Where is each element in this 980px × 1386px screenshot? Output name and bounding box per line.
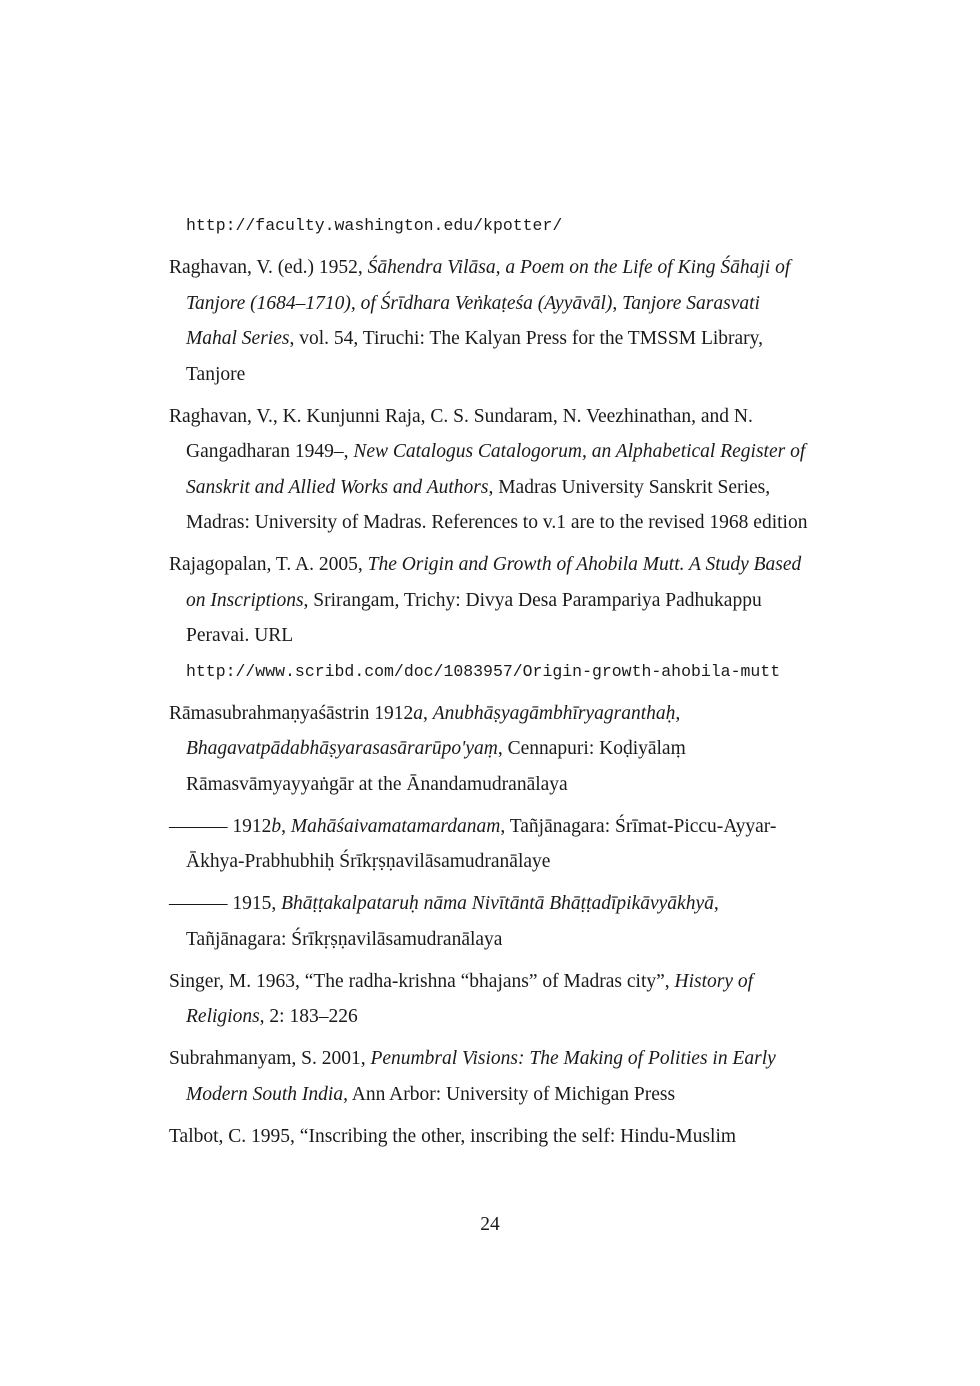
- entry-authors-year: ——— 1915,: [169, 893, 282, 914]
- entry-authors-year: Raghavan, V. (ed.) 1952,: [169, 257, 368, 278]
- entry-authors-year: Raghavan, V., K. Kunjunni Raja, C. S. Sundaram, N. Veezhinathan, and N. Gangadharan 1949–,: [169, 405, 753, 462]
- entry-series: Tanjore Sarasvati Mahal Series: [186, 292, 760, 349]
- entry-publication: , 2: 183–226: [259, 1006, 358, 1027]
- entry-title: New Catalogus Catalogorum, an Alphabetical Register of Sanskrit and Allied Works and Authors: [186, 441, 806, 498]
- bibliography-entry-ramasubrahmanya-1915: [169, 886, 809, 957]
- entry-publication: , Cennapuri: Koḍiyālaṃ Rāmasvāmyayyaṅgār at the Ānandamudranālaya: [186, 738, 686, 795]
- entry-authors-year: ——— 1912: [169, 815, 272, 837]
- bibliography-entry-rajagopalan-2005: [169, 547, 809, 689]
- bibliography-entry-raghavan-1952: Raghavan, V. (ed.) 1952, Śāhendra Vilāsa, a Poem on the Life of King Śāhaji of Tanjore (1684–1710), of Śrīdhara Veṅkaṭeśa (Ayyāvāl), Tanjore Sarasvati Mahal Series, vol. 54, Tiruchi: The Kalyan Press for the TMSSM Library, Tanjore: [169, 257, 791, 385]
- bibliography-entry-talbot-1995: [169, 1119, 809, 1155]
- entry-publication: , Tañjānagara: Śrīkṛṣṇavilāsamudranālaya: [186, 893, 719, 950]
- entry-title: Śāhendra Vilāsa, a Poem on the Life of King Śāhaji of Tanjore (1684–1710), of Śrīdhara Veṅkaṭeśa (Ayyāvāl): [186, 257, 791, 314]
- entry-title: The Origin and Growth of Ahobila Mutt. A Study Based on Inscriptions: [186, 554, 802, 611]
- entry-year-suffix: a: [413, 702, 423, 724]
- entry-authors-year: Rāmasubrahmaṇyaśāstrin 1912: [169, 702, 414, 724]
- bibliography-list: [169, 208, 809, 1161]
- bibliography-entry-subrahmanyam-2001: [169, 1041, 809, 1112]
- entry-authors-year: Talbot, C. 1995, “Inscribing the other, inscribing the self: Hindu-Muslim: [169, 1125, 737, 1147]
- entry-year-suffix: b: [271, 815, 282, 837]
- bibliography-url-continued[interactable]: http://faculty.washington.edu/kpotter/: [186, 216, 563, 235]
- entry-publication: , vol. 54, Tiruchi: The Kalyan Press for the TMSSM Library, Tanjore: [186, 328, 764, 385]
- entry-journal: History of Religions: [186, 970, 754, 1027]
- entry-authors-year: Singer, M. 1963, “The radha-krishna “bhajans” of Madras city”,: [169, 970, 675, 992]
- entry-title: Bhāṭṭakalpataruḥ nāma Nivītāntā Bhāṭṭadīpikāvyākhyā: [281, 893, 714, 914]
- entry-authors-year: Subrahmanyam, S. 2001,: [169, 1048, 371, 1069]
- bibliography-entry-ramasubrahmanya-1912a: Rāmasubrahmaṇyaśāstrin 1912a, Anubhāṣyagāmbhīryagranthaḥ, Bhagavatpādabhāṣyarasasārarūpo'yaṃ, Cennapuri: Koḍiyālaṃ Rāmasvāmyayyaṅgār at the Ānandamudranālaya: [169, 702, 686, 795]
- page-number: 24: [480, 1214, 500, 1235]
- entry-publication: , Ann Arbor: University of Michigan Press: [343, 1083, 676, 1105]
- entry-url-link[interactable]: http://www.scribd.com/doc/1083957/Origin-growth-ahobila-mutt: [186, 661, 781, 681]
- bibliography-entry-raghavan-1949: [169, 399, 809, 541]
- entry-title: Penumbral Visions: The Making of Polities in Early Modern South India: [186, 1048, 776, 1105]
- entry-publication: , Madras University Sanskrit Series, Madras: University of Madras. References to v.1 are to the revised 1968 edition: [186, 476, 808, 533]
- entry-title: Mahāśaivamatamardanam: [290, 815, 501, 837]
- entry-publication: , Tañjānagara: Śrīmat-Piccu-Ayyar-Ākhya-Prabhubhiḥ Śrīkṛṣṇavilāsamudranālaye: [186, 815, 777, 872]
- entry-authors-year: Rajagopalan, T. A. 2005,: [169, 554, 368, 575]
- entry-title: Anubhāṣyagāmbhīryagranthaḥ, Bhagavatpādabhāṣyarasasārarūpo'yaṃ: [186, 702, 681, 759]
- bibliography-entry-ramasubrahmanya-1912b: ——— 1912b, Mahāśaivamatamardanam, Tañjānagara: Śrīmat-Piccu-Ayyar-Ākhya-Prabhubhiḥ Śrīkṛṣṇavilāsamudranālaye: [169, 815, 777, 872]
- bibliography-entry-singer-1963: [169, 964, 809, 1035]
- entry-publication: , Srirangam, Trichy: Divya Desa Parampariya Padhukappu Peravai. URL: [186, 589, 762, 646]
